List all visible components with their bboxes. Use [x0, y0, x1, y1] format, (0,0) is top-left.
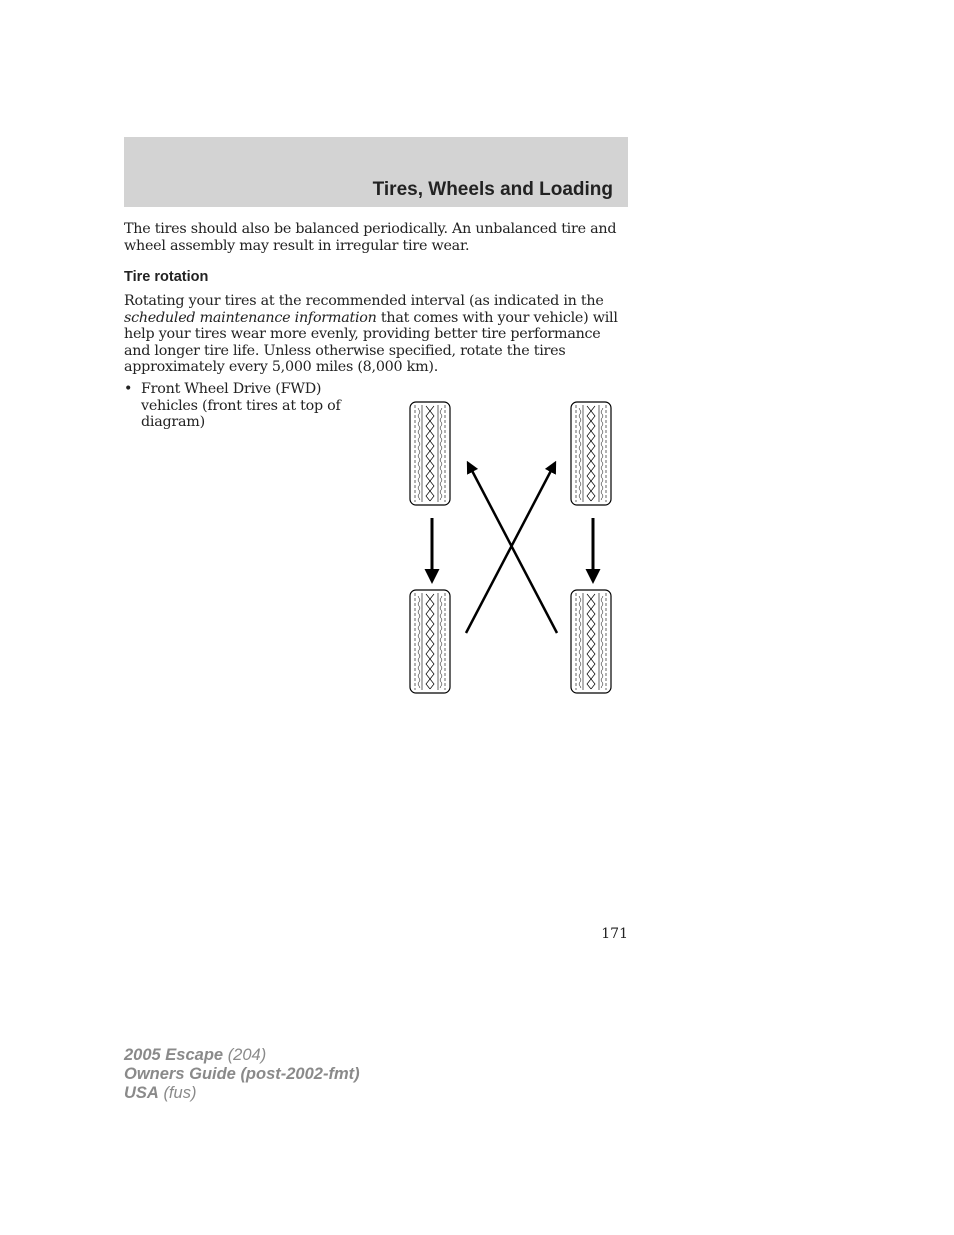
section-header-bar: [124, 137, 628, 207]
footer-line-2: [124, 1065, 360, 1084]
cross-arrow-rear-right-to-front-left: [468, 463, 557, 633]
rotation-text-end: that comes with your vehicle) will help your tires wear more evenly, providing better tire performance and longer tire life. Unless otherwise specified, rotate the tires approximately every 5,000 miles (8,000 km).: [124, 309, 618, 375]
balance-paragraph: The tires should also be balanced periodically. An unbalanced tire and wheel assembly may result in irregular tire wear.: [124, 221, 617, 254]
front-left-tire-icon: [410, 402, 450, 505]
tire-rotation-diagram: [400, 395, 625, 700]
footer-model: 2005 Escape: [124, 1046, 224, 1064]
front-right-tire-icon: [571, 402, 611, 505]
document-footer: [124, 1046, 360, 1103]
rear-right-tire-icon: [571, 590, 611, 693]
rotation-text-start: Rotating your tires at the recommended interval (as indicated in the: [124, 293, 604, 309]
footer-model-code: (204): [227, 1046, 267, 1064]
page-number: 171: [601, 926, 628, 942]
bullet-marker: •: [124, 381, 133, 397]
footer-market-code: (fus): [163, 1084, 197, 1102]
cross-arrow-rear-left-to-front-right: [466, 463, 555, 633]
footer-line-1: [124, 1046, 360, 1065]
rear-left-tire-icon: [410, 590, 450, 693]
footer-guide: Owners Guide (post-2002-fmt): [124, 1065, 360, 1083]
footer-market: USA: [124, 1084, 159, 1102]
tire-rotation-heading: Tire rotation: [124, 269, 209, 285]
footer-line-3: [124, 1084, 360, 1103]
maintenance-info-reference: scheduled maintenance information: [124, 309, 377, 326]
section-title: Tires, Wheels and Loading: [372, 179, 613, 200]
fwd-bullet-text: Front Wheel Drive (FWD) vehicles (front tires at top of diagram): [141, 381, 341, 430]
rotation-paragraph: [124, 293, 630, 376]
